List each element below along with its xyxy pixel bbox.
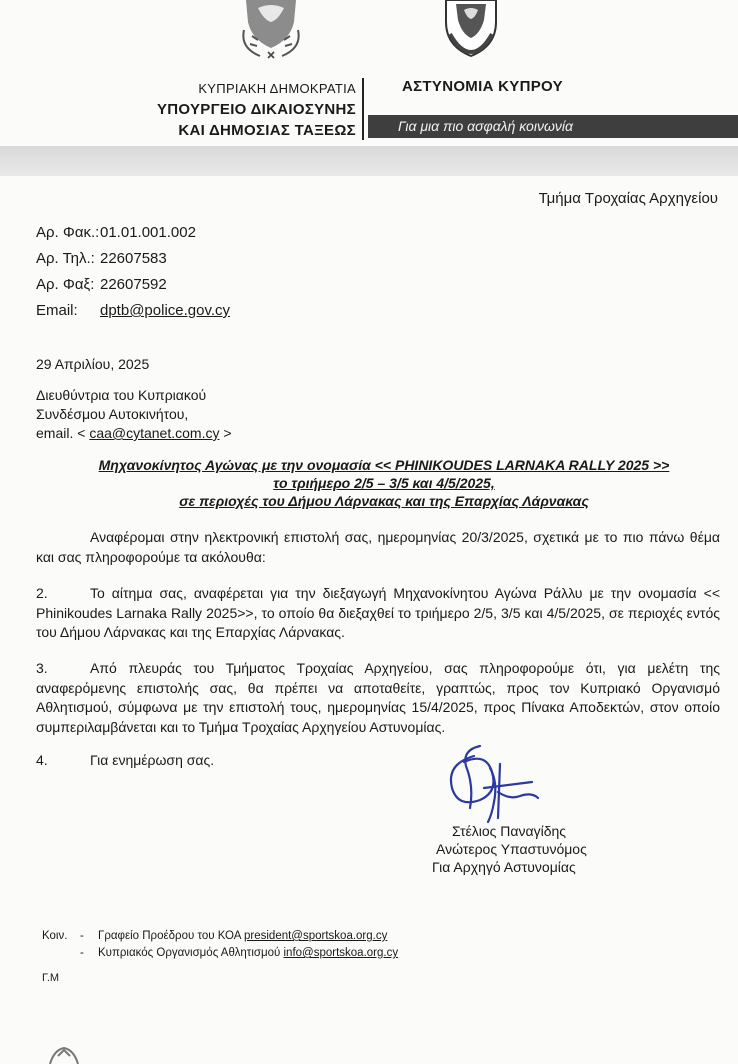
paragraph-4-number: 4. [36,752,48,768]
subject-line1: Μηχανοκίνητος Αγώνας με την ονομασία << PHINIKOUDES LARNAKA RALLY 2025 >> [98,457,670,473]
cc-row-2 [42,945,398,962]
ministry-line2: ΥΠΟΥΡΓΕΙΟ ΔΙΚΑΙΟΣΥΝΗΣ [157,101,356,118]
police-motto: Για μια πιο ασφαλή κοινωνία [368,115,738,138]
recipient-line1: Διευθύντρια του Κυπριακού [36,387,207,403]
cyprus-coat-of-arms [232,0,310,62]
cc-block [42,928,398,962]
paragraph-2 [36,584,720,643]
cc-item-2-name: Κυπριακός Οργανισμός Αθλητισμού [98,947,281,959]
recipient-email-link[interactable]: caa@cytanet.com.cy [89,425,220,441]
handwritten-signature [440,742,550,828]
fax-row [36,272,230,298]
police-name: ΑΣΤΥΝΟΜΙΑ ΚΥΠΡΟΥ [402,78,563,95]
recipient-email-suffix: > [223,425,232,441]
paragraph-4 [36,751,720,771]
signature-block [420,822,587,876]
signatory-rank: Ανώτερος Υπαστυνόμος [436,841,587,857]
email-label: Email: [36,302,78,319]
ministry-block [60,78,356,141]
ministry-line1: ΚΥΠΡΙΑΚΗ ΔΗΜΟΚΡΑΤΙΑ [198,81,356,96]
header-divider [362,78,364,140]
subject-line2: το τριήμερο 2/5 – 3/5 και 4/5/2025, [273,475,495,491]
subject-line3: σε περιοχές του Δήμου Λάρνακας και της Επαρχίας Λάρνακας [179,493,589,509]
cc-item-1-name: Γραφείο Προέδρου του ΚΟΑ [98,930,241,942]
recipient-block [36,386,232,443]
letter-date: 29 Απριλίου, 2025 [36,356,150,372]
paragraph-3-number: 3. [36,660,48,676]
recipient-email-prefix: email. < [36,425,86,441]
tel-label: Αρ. Τηλ.: [36,250,95,267]
recipient-line2: Συνδέσμου Αυτοκινήτου, [36,406,189,422]
cc-dash-1: - [80,930,84,942]
tel-row [36,246,230,272]
initials: Γ.Μ [42,972,60,984]
recipient-email-line [36,424,232,443]
fax-value: 22607592 [100,276,167,293]
header-band [0,146,738,176]
file-number-row [36,220,230,246]
ministry-line3: ΚΑΙ ΔΗΜΟΣΙΑΣ ΤΑΞΕΩΣ [178,122,356,139]
subject-block [30,456,738,510]
fax-label: Αρ. Φαξ: [36,276,95,293]
paragraph-4-text: Για ενημέρωση σας. [90,752,215,768]
cc-dash-2: - [80,947,84,959]
paragraph-3 [36,659,720,737]
email-row [36,298,230,324]
signatory-name: Στέλιος Παναγίδης [452,823,567,839]
cc-label: Κοιν. [42,930,68,942]
cc-item-2-email[interactable]: info@sportskoa.org.cy [283,947,399,959]
file-label: Αρ. Φακ.: [36,224,100,241]
cc-row-1 [42,928,398,945]
signatory-for: Για Αρχηγό Αστυνομίας [432,859,576,875]
paragraph-2-text: Το αίτημα σας, αναφέρεται για την διεξαγωγή Μηχανοκίνητου Αγώνα Ράλλυ με την ονομασία << Phinikoudes Larnaka Rally 2025>>, το οποίο θα διεξαχθεί το τριήμερο 2/5, 3/5 και 4/5/2025, σε περιοχές εντός του Δήμου Λάρνακας και της Επαρχίας Λάρνακας. [36,585,720,640]
recycle-icon [44,1046,84,1064]
reference-block [36,220,230,324]
paragraph-1-text: Αναφέρομαι στην ηλεκτρονική επιστολή σας, ημερομηνίας 20/3/2025, σχετικά με το πιο πάνω θέμα και σας πληροφορούμε τα ακόλουθα: [36,529,720,565]
email-link[interactable]: dptb@police.gov.cy [100,302,231,319]
file-value: 01.01.001.002 [100,224,196,241]
police-seal [440,0,502,58]
cc-item-1-email[interactable]: president@sportskoa.org.cy [244,930,388,942]
paragraph-1 [36,528,720,567]
paragraph-3-text: Από πλευράς του Τμήματος Τροχαίας Αρχηγείου, σας πληροφορούμε ότι, για μελέτη της αναφερόμενης επιστολής σας, θα πρέπει να αποταθείτε, γραπτώς, προς τον Κυπριακό Οργανισμό Αθλητισμού, σύμφωνα με την επιστολή τους, ημερομηνίας 15/4/2025, προς Πίνακα Αποδεκτών, στον οποίο συμπεριλαμβάνεται και το Τμήμα Τροχαίας Αρχηγείου Αστυνομίας. [36,660,720,735]
paragraph-2-number: 2. [36,585,48,601]
tel-value: 22607583 [100,250,167,267]
department-name: Τμήμα Τροχαίας Αρχηγείου [538,190,718,207]
